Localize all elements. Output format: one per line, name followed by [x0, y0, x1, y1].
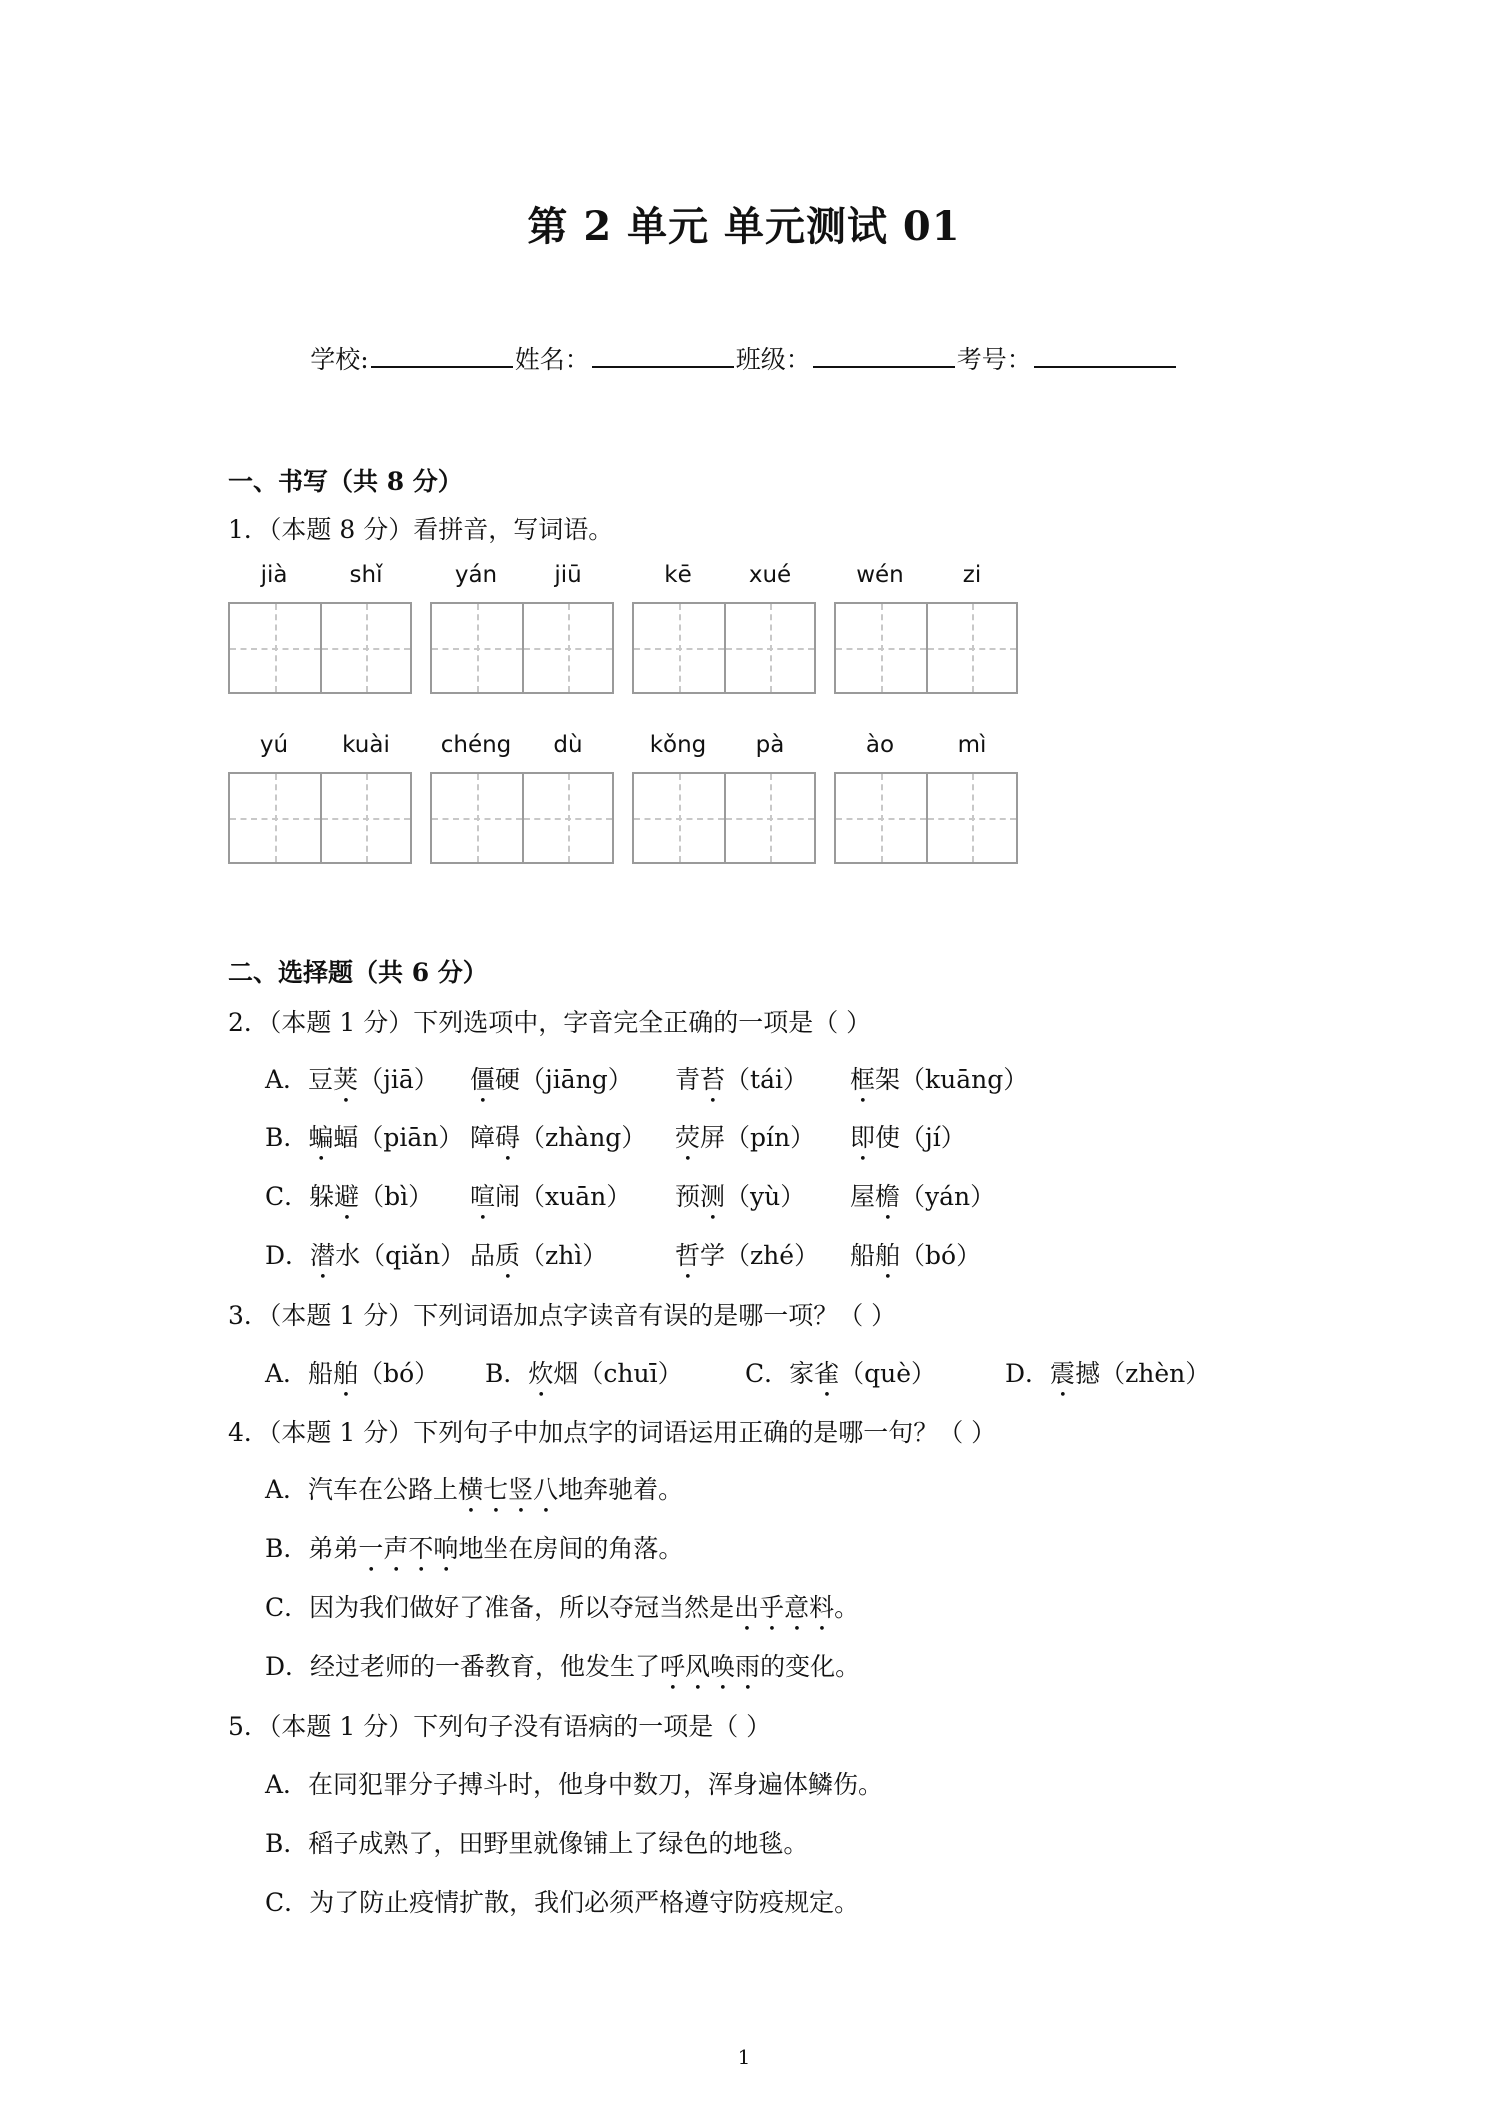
- option-word: [675, 1118, 850, 1167]
- question-2-option-b[interactable]: [265, 1118, 1050, 1167]
- option-text: （yán）: [900, 1182, 996, 1211]
- option-text: 预: [675, 1182, 701, 1211]
- dotted-character: 潜: [310, 1241, 336, 1270]
- dotted-character: 荧: [675, 1123, 701, 1152]
- question-4-option-a[interactable]: A．汽车在公路上横七竖八地奔驰着。: [265, 1475, 684, 1504]
- question-4-option-d[interactable]: D．经过老师的一番教育，他发生了呼风唤雨的变化。: [265, 1652, 861, 1681]
- pinyin-label: xué: [748, 562, 792, 588]
- option-text: （zhì）: [520, 1241, 608, 1270]
- writing-cell[interactable]: [230, 774, 320, 862]
- option-text: 闹（xuān）: [495, 1182, 632, 1211]
- option-text: 学（zhé）: [700, 1241, 820, 1270]
- option-word: [850, 1060, 1050, 1109]
- section-heading-writing: 一、书写（共 8 分）: [228, 467, 463, 496]
- option-text: C．躲: [265, 1182, 335, 1211]
- pinyin-label: shǐ: [349, 562, 383, 588]
- writing-box-pair: [430, 602, 614, 694]
- writing-box-pair: [430, 772, 614, 864]
- option-word: [470, 1060, 675, 1109]
- option-text: 屋: [850, 1182, 876, 1211]
- pinyin-label: dù: [553, 732, 583, 758]
- option-word: [745, 1354, 1005, 1403]
- section-heading-choice: 二、选择题（共 6 分）: [228, 958, 488, 987]
- option-word: [850, 1118, 1050, 1167]
- pinyin-label-pair: [228, 732, 412, 772]
- option-text: 硬（jiāng）: [495, 1065, 633, 1094]
- dotted-character: 苔: [700, 1065, 726, 1094]
- option-word: [265, 1177, 470, 1226]
- dotted-character: 哲: [675, 1241, 701, 1270]
- writing-cell[interactable]: [230, 604, 320, 692]
- dotted-character: 避: [334, 1182, 360, 1211]
- option-word: [850, 1177, 1050, 1226]
- option-text: A．船: [265, 1359, 334, 1388]
- grid-row2-word-4: [834, 732, 1018, 864]
- school-label: 学校:: [310, 345, 369, 374]
- pinyin-label-pair: [430, 732, 614, 772]
- class-label: 班级：: [735, 345, 811, 374]
- pinyin-label: pà: [755, 732, 785, 758]
- writing-cell[interactable]: [432, 604, 522, 692]
- writing-cell[interactable]: [724, 604, 814, 692]
- grid-row1-word-3: [632, 562, 816, 694]
- writing-cell[interactable]: [634, 604, 724, 692]
- pinyin-grid-row-2: [228, 732, 1018, 864]
- dotted-character: 檐: [875, 1182, 901, 1211]
- student-info-line: [0, 340, 1488, 376]
- question-1-text: 1．（本题 8 分）看拼音，写词语。: [228, 515, 614, 544]
- option-text: （jiā）: [358, 1065, 439, 1094]
- grid-row2-word-2: [430, 732, 614, 864]
- writing-box-pair: [228, 602, 412, 694]
- option-word: [485, 1354, 745, 1403]
- option-word: [265, 1354, 485, 1403]
- writing-box-pair: [834, 772, 1018, 864]
- option-text: （bì）: [359, 1182, 434, 1211]
- dotted-character: 僵: [470, 1065, 496, 1094]
- writing-cell[interactable]: [320, 774, 410, 862]
- question-4-option-b[interactable]: B．弟弟一声不响地坐在房间的角落。: [265, 1534, 684, 1563]
- option-word: [675, 1236, 850, 1285]
- name-blank[interactable]: [592, 344, 734, 368]
- option-text: 品: [470, 1241, 496, 1270]
- writing-cell[interactable]: [522, 604, 612, 692]
- option-text: A．豆: [265, 1065, 334, 1094]
- grid-row2-word-1: [228, 732, 412, 864]
- page-number: 1: [737, 2045, 751, 2069]
- option-text: 撼（zhèn）: [1075, 1359, 1211, 1388]
- class-blank[interactable]: [813, 344, 955, 368]
- dotted-character: 测: [700, 1182, 726, 1211]
- writing-cell[interactable]: [432, 774, 522, 862]
- option-text: （què）: [839, 1359, 937, 1388]
- option-text: 青: [675, 1065, 701, 1094]
- writing-cell[interactable]: [320, 604, 410, 692]
- question-5-option-b[interactable]: B．稻子成熟了，田野里就像铺上了绿色的地毯。: [265, 1829, 809, 1858]
- pinyin-label: wén: [856, 562, 904, 588]
- pinyin-label: chéng: [440, 732, 512, 758]
- pinyin-label-pair: [632, 562, 816, 602]
- option-text: （bó）: [900, 1241, 982, 1270]
- dotted-character: 即: [850, 1123, 876, 1152]
- option-text: B．: [485, 1359, 529, 1388]
- dotted-character: 舶: [333, 1359, 359, 1388]
- pinyin-label: yú: [259, 732, 289, 758]
- question-2-option-a[interactable]: [265, 1060, 1050, 1109]
- option-text: 蝠（piān）: [333, 1123, 464, 1152]
- dotted-character: 震: [1050, 1359, 1076, 1388]
- question-5-option-c[interactable]: C．为了防止疫情扩散，我们必须严格遵守防疫规定。: [265, 1888, 860, 1917]
- option-text: 架（kuāng）: [875, 1065, 1029, 1094]
- option-text: 烟（chuī）: [553, 1359, 683, 1388]
- option-word: [470, 1177, 675, 1226]
- pinyin-label-pair: [834, 732, 1018, 772]
- pinyin-label-pair: [834, 562, 1018, 602]
- pinyin-grid-row-1: [228, 562, 1018, 694]
- dotted-character: 框: [850, 1065, 876, 1094]
- writing-cell[interactable]: [926, 604, 1016, 692]
- pinyin-label-pair: [430, 562, 614, 602]
- writing-cell[interactable]: [926, 774, 1016, 862]
- option-word: [470, 1236, 675, 1285]
- writing-cell[interactable]: [634, 774, 724, 862]
- question-5-option-a[interactable]: A．在同犯罪分子搏斗时，他身中数刀，浑身遍体鳞伤。: [265, 1770, 884, 1799]
- option-word: [265, 1060, 470, 1109]
- option-text: 屏（pín）: [700, 1123, 816, 1152]
- question-2-option-c[interactable]: [265, 1177, 1050, 1226]
- grid-row1-word-2: [430, 562, 614, 694]
- option-text: C．家: [745, 1359, 815, 1388]
- option-text: 障: [470, 1123, 496, 1152]
- writing-box-pair: [632, 772, 816, 864]
- page-title: 第 2 单元 单元测试 01: [527, 203, 961, 250]
- question-5-text: 5．（本题 1 分）下列句子没有语病的一项是（ ）: [228, 1712, 772, 1741]
- dotted-character: 舶: [875, 1241, 901, 1270]
- writing-box-pair: [834, 602, 1018, 694]
- pinyin-label: kǒng: [649, 732, 707, 758]
- question-4-option-c[interactable]: C．因为我们做好了准备，所以夺冠当然是出乎意料。: [265, 1593, 860, 1622]
- option-text: D．: [1005, 1359, 1051, 1388]
- dotted-character: 炊: [528, 1359, 554, 1388]
- option-text: 水（qiǎn）: [335, 1241, 466, 1270]
- pinyin-label: mì: [957, 732, 987, 758]
- question-2-text: 2．（本题 1 分）下列选项中，字音完全正确的一项是（ ）: [228, 1008, 872, 1037]
- writing-cell[interactable]: [836, 604, 926, 692]
- question-3-options[interactable]: [265, 1354, 1225, 1403]
- grid-row1-word-1: [228, 562, 412, 694]
- dotted-character: 雀: [814, 1359, 840, 1388]
- dotted-character: 碍: [495, 1123, 521, 1152]
- pinyin-label: jiū: [554, 562, 582, 588]
- pinyin-label: kē: [664, 562, 692, 588]
- option-word: [470, 1118, 675, 1167]
- question-4-text: 4．（本题 1 分）下列句子中加点字的词语运用正确的是哪一句？（ ）: [228, 1418, 997, 1447]
- question-3-text: 3．（本题 1 分）下列词语加点字读音有误的是哪一项？（ ）: [228, 1301, 897, 1330]
- pinyin-label: yán: [454, 562, 498, 588]
- pinyin-label-pair: [632, 732, 816, 772]
- grid-row1-word-4: [834, 562, 1018, 694]
- option-text: （tái）: [725, 1065, 808, 1094]
- option-text: D．: [265, 1241, 311, 1270]
- grid-row2-word-3: [632, 732, 816, 864]
- exam-no-blank[interactable]: [1034, 344, 1176, 368]
- option-word: [265, 1118, 470, 1167]
- option-word: [265, 1236, 470, 1285]
- option-text: （zhàng）: [520, 1123, 647, 1152]
- option-word: [675, 1177, 850, 1226]
- name-label: 姓名：: [514, 345, 590, 374]
- writing-cell[interactable]: [836, 774, 926, 862]
- dotted-character: 质: [495, 1241, 521, 1270]
- exam-no-label: 考号：: [956, 345, 1032, 374]
- writing-cell[interactable]: [522, 774, 612, 862]
- dotted-character: 荚: [333, 1065, 359, 1094]
- school-blank[interactable]: [371, 344, 513, 368]
- writing-box-pair: [632, 602, 816, 694]
- pinyin-label: zi: [962, 562, 982, 588]
- option-word: [675, 1060, 850, 1109]
- option-word: [1005, 1354, 1225, 1403]
- pinyin-label: ào: [865, 732, 895, 758]
- question-2-option-d[interactable]: [265, 1236, 1050, 1285]
- option-text: 船: [850, 1241, 876, 1270]
- option-word: [850, 1236, 1050, 1285]
- pinyin-label: jià: [260, 562, 288, 588]
- pinyin-label: kuài: [342, 732, 390, 758]
- option-text: （yù）: [725, 1182, 806, 1211]
- pinyin-label-pair: [228, 562, 412, 602]
- option-text: B．: [265, 1123, 309, 1152]
- option-text: （bó）: [358, 1359, 440, 1388]
- dotted-character: 蝙: [308, 1123, 334, 1152]
- option-text: 使（jí）: [875, 1123, 966, 1152]
- dotted-character: 喧: [470, 1182, 496, 1211]
- writing-cell[interactable]: [724, 774, 814, 862]
- writing-box-pair: [228, 772, 412, 864]
